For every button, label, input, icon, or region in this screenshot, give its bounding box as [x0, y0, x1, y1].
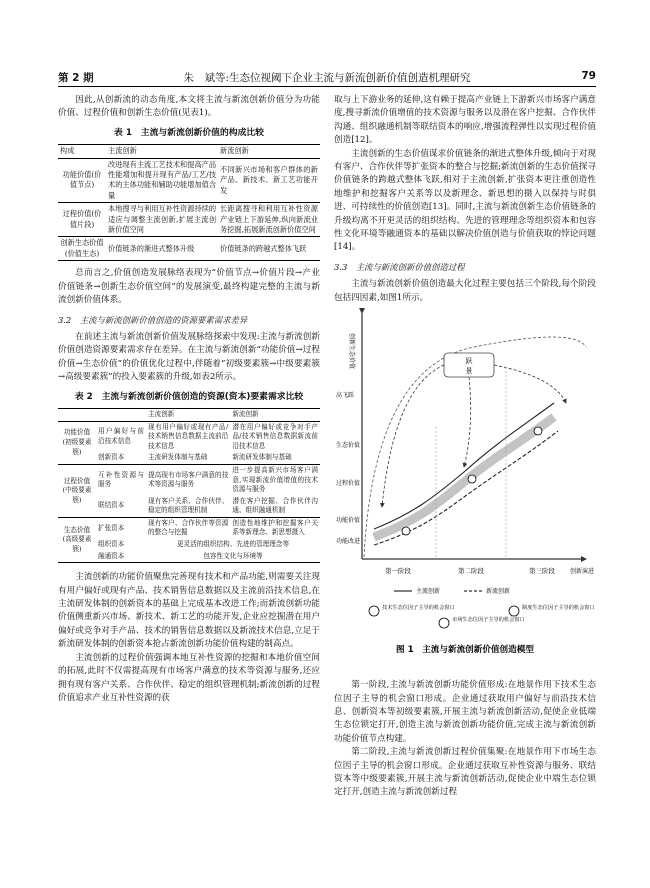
table-cell: 长距离搜寻和利用互补性资源产业链上下游延伸,纵向新流业务挖掘,拓展新流创新价值空间 — [218, 203, 320, 237]
right-column — [334, 94, 596, 800]
table-header: 构成 — [58, 145, 106, 158]
table-cell: 更灵活的组织结构、先进的管理理念等 — [176, 540, 290, 549]
running-header — [58, 70, 596, 87]
influence-arrow — [382, 365, 444, 507]
table-cell: 提高现有市场客户满意的技术等资源与服务 — [146, 464, 230, 495]
table-row — [58, 496, 320, 518]
table-row — [58, 452, 320, 464]
landscape-label: 跃 — [465, 357, 473, 366]
influence-arrow — [464, 377, 471, 467]
table-header: 主流创新 — [106, 145, 218, 158]
mainstream-path — [374, 403, 554, 529]
table-cell: 新流研发体制与基础 — [232, 453, 292, 462]
table-cell: 潜在客户挖掘、合作伙伴沟通、组织融通机制 — [232, 496, 318, 515]
table-cell: 功能价值(价值节点) — [62, 170, 102, 190]
table-cell: 价值链条的渐进式整体升级 — [106, 237, 218, 261]
table-cell: 组织资本 — [98, 540, 125, 549]
paragraph: 主流与新流创新价值创造最大化过程主要包括三个阶段,每个阶段包括四因素,如图1所示。 — [334, 279, 596, 303]
table-cell: 创造性地维护和挖掘客户关系等新理念、新思想摄入 — [230, 517, 320, 539]
table2 — [58, 408, 320, 563]
figure-1 — [334, 307, 596, 679]
table-cell: 过程价值(价值片段) — [58, 203, 106, 237]
table-row — [58, 421, 320, 452]
table-cell: 价值链条的跨越式整体飞跃 — [218, 237, 320, 261]
x-label: 第二阶段 — [458, 567, 484, 576]
left-column — [58, 94, 320, 705]
table2-caption: 表 2 主流与新流创新价值创造的资源(资本)要素需求比较 — [74, 391, 304, 402]
stage-marker — [534, 427, 542, 435]
table1 — [58, 144, 320, 261]
section-heading: 3.2 主流与新流创新价值创造的资源要素需求差异 — [58, 314, 248, 325]
paragraph: 主流创新的过程价值强调本地互补性资源的挖掘和本地价值空间的拓展,此时不仅需提高现有市场客户满意的技术等资源与服务,还应拥有现有客户关系、合作伙伴、稳定的组织管理机制;新流创新的过程价值追求产业互补性资源的获 — [58, 652, 320, 703]
window-icon — [509, 606, 519, 616]
table-header — [58, 408, 146, 421]
legend-label: 主流创新 — [416, 588, 441, 596]
stage-marker — [402, 527, 410, 535]
table-cell: 进一步提高新兴市场客户满意,实现新流价值增值的技术资源与服务 — [230, 464, 320, 495]
value-creation-diagram — [334, 307, 596, 679]
table-row — [58, 237, 320, 261]
paragraph: 因此,从创新流的动态角度,本文将主流与新流创新价值分为功能价值、过程价值和创新生态价值(见表1)。 — [58, 95, 320, 119]
table-cell: 互补性资源与服务 — [96, 464, 146, 495]
table-cell: 融通资本 — [98, 551, 125, 560]
paragraph: 取与上下游业务的延伸,这有赖于提高产业链上下游新兴市场客户满意度,搜寻新流价值增值的技术资源与服务以及潜在客户挖掘、合作伙伴沟通、组织融通机制等联结资本的响应,增强流程弹性以实现过程价值创造[12]。 — [334, 95, 596, 146]
page-number: 79 — [581, 70, 596, 82]
paragraph: 总而言之,价值创造发展脉络表现为“价值节点→价值片段→产业价值链条→创新生态价值空间”的发展演变,最终构建完整的主流与新流创新价值体系。 — [58, 268, 320, 306]
table-cell: 本地搜寻与利用互补性资源持续的适应与调整主流创新,扩展主流创新价值空间 — [106, 203, 218, 237]
table-cell: 生态价值(高级要素簇) — [58, 517, 96, 562]
table-cell: 创新资本 — [98, 453, 125, 462]
table-cell: 主流研发体制与基础 — [148, 453, 208, 462]
table-row — [58, 203, 320, 237]
window-icon — [369, 606, 379, 616]
y-label: 过程价值 — [336, 480, 361, 488]
stage-marker — [468, 475, 476, 483]
x-label: 第一阶段 — [385, 567, 411, 576]
table-cell: 扩张资本 — [96, 517, 146, 539]
table-cell: 包容性文化与环境等 — [203, 551, 263, 560]
table-header: 新流创新 — [218, 145, 320, 158]
table-cell: 创新生态价值(价值生态) — [58, 237, 106, 261]
y-label: 创新生态价值 — [348, 333, 355, 370]
mainstream-band — [374, 417, 554, 537]
window-label: 制度生态位因子主导的机会窗口 — [522, 605, 595, 612]
x-label: 第三阶段 — [529, 567, 555, 576]
influence-arrow — [494, 365, 566, 403]
window-label: 技术生态位因子主导的机会窗口 — [382, 605, 455, 612]
paragraph: 第一阶段,主流与新流创新功能价值形成:在地景作用下技术生态位因子主导的机会窗口形成。企业通过获取用户偏好与前沿技术信息、创新资本等初级要素簇,开展主流与新流创新活动,促使企业低端生态位锁定打开,创造主流与新流创新功能价值,完成主流与新流创新功能价值节点构建。 — [334, 680, 596, 744]
y-label: 功能改进 — [336, 538, 361, 546]
x-label: 创新演进 — [569, 568, 595, 576]
paragraph: 主流创新的功能价值聚焦完善现有技术和产品功能,则需要关注现有用户偏好或现有产品、技术销售信息数据以及主流前沿技术信息,在主流研发体制的创新资本的基础上完成基本改进工作;而新流创新功能价值侧重新兴市场、新技术、新工艺的功能开发,企业应挖掘潜在用户偏好或竞争对手产品、技术的销售信息数据以及新流技术信息,立足于新流研发体制的创新资本抢占新流创新功能价值构建的制高点。 — [58, 572, 320, 650]
legend-label: 新流创新 — [486, 588, 511, 596]
table-cell: 用户偏好与前沿技术信息 — [98, 427, 144, 445]
table-row — [58, 517, 320, 539]
table-cell: 过程价值(中级要素簇) — [58, 464, 96, 517]
y-label: 功能价值 — [336, 517, 361, 525]
issue-number: 第 2 期 — [58, 72, 94, 84]
paragraph: 主流创新的生态价值谋求价值链条的渐进式整体升级,倾向于对现有客户、合作伙伴等扩张资本的整合与挖掘;新流创新的生态价值探寻价值链条的跨越式整体飞跃,相对于主流创新,扩张资本更注重创造性地维护和挖掘客户关系等以及新理念、新思想的摄入以保持与时俱进、可持续性的价值创造[13]。同时,主流与新流创新生态价值链条的升级均离不开更灵活的组织结构、先进的管理理念等组织资本和包容性文化环境等融通资本的基础以解决价值创造与价值获取的悖论问题[14]。 — [334, 148, 596, 253]
table-cell: 现有用户偏好或现有产品/技术销售信息数据主流前沿技术信息 — [148, 422, 229, 450]
running-title: 朱 斌等:生态位视阈下企业主流与新流创新价值创造机理研究 — [183, 72, 471, 84]
paragraph: 第二阶段,主流与新流创新过程价值集聚:在地景作用下市场生态位因子主导的机会窗口形成。企业通过获取互补性资源与服务、联结资本等中级要素簇,开展主流与新流创新活动,促使企业中端生态位锁定打开,创造主流与新流创新过程 — [334, 747, 596, 798]
table1-caption: 表 1 主流与新流创新价值的构成比较 — [114, 127, 264, 138]
figure-caption: 图 1 主流与新流创新价值创造模型 — [396, 645, 534, 656]
table-row — [58, 158, 320, 203]
table-cell: 功能价值(初级要素簇) — [62, 428, 92, 456]
landscape-label: 景 — [465, 367, 473, 376]
table-header: 新流创新 — [230, 408, 320, 421]
table-row — [58, 464, 320, 495]
y-label: 生态价值 — [336, 442, 361, 450]
table-cell: 现有客户关系、合作伙伴、稳定的组织管理机制 — [148, 496, 229, 515]
table-cell: 联结资本 — [98, 501, 125, 510]
section-heading: 3.3 主流与新流创新价值创造过程 — [334, 261, 465, 272]
table-row — [58, 551, 320, 563]
table-cell: 不同新兴市场和客户群体的新产品、新技术、新工艺功能开发 — [220, 164, 318, 195]
table-cell: 改进现有主流工艺技术和提高产品性能增加和提升现有产品/工艺/技术的主体功能和辅助功能增加值含量 — [108, 159, 217, 200]
table-cell: 现有客户、合作伙伴等资源的整合与挖掘 — [146, 517, 230, 539]
y-label: 高飞跃 — [336, 392, 355, 400]
paragraph: 在前述主流与新流创新价值发展脉络探索中发现:主流与新流创新价值创造资源要素需求存在差异。在主流与新流创新“功能价值→过程价值→生态价值”的价值优化过程中,伴随着“初级要素簇→中级要素簇→高级要素簇”的投入要素簇的升级,如表2所示。 — [58, 331, 320, 383]
window-icon — [439, 618, 449, 628]
window-label: 市场生态位因子主导的机会窗口 — [452, 617, 525, 624]
table-row — [58, 539, 320, 551]
table-cell: 潜在用户偏好或竞争对手产品/技术销售信息数据新流前沿技术信息 — [232, 422, 318, 450]
table-header: 主流创新 — [146, 408, 230, 421]
